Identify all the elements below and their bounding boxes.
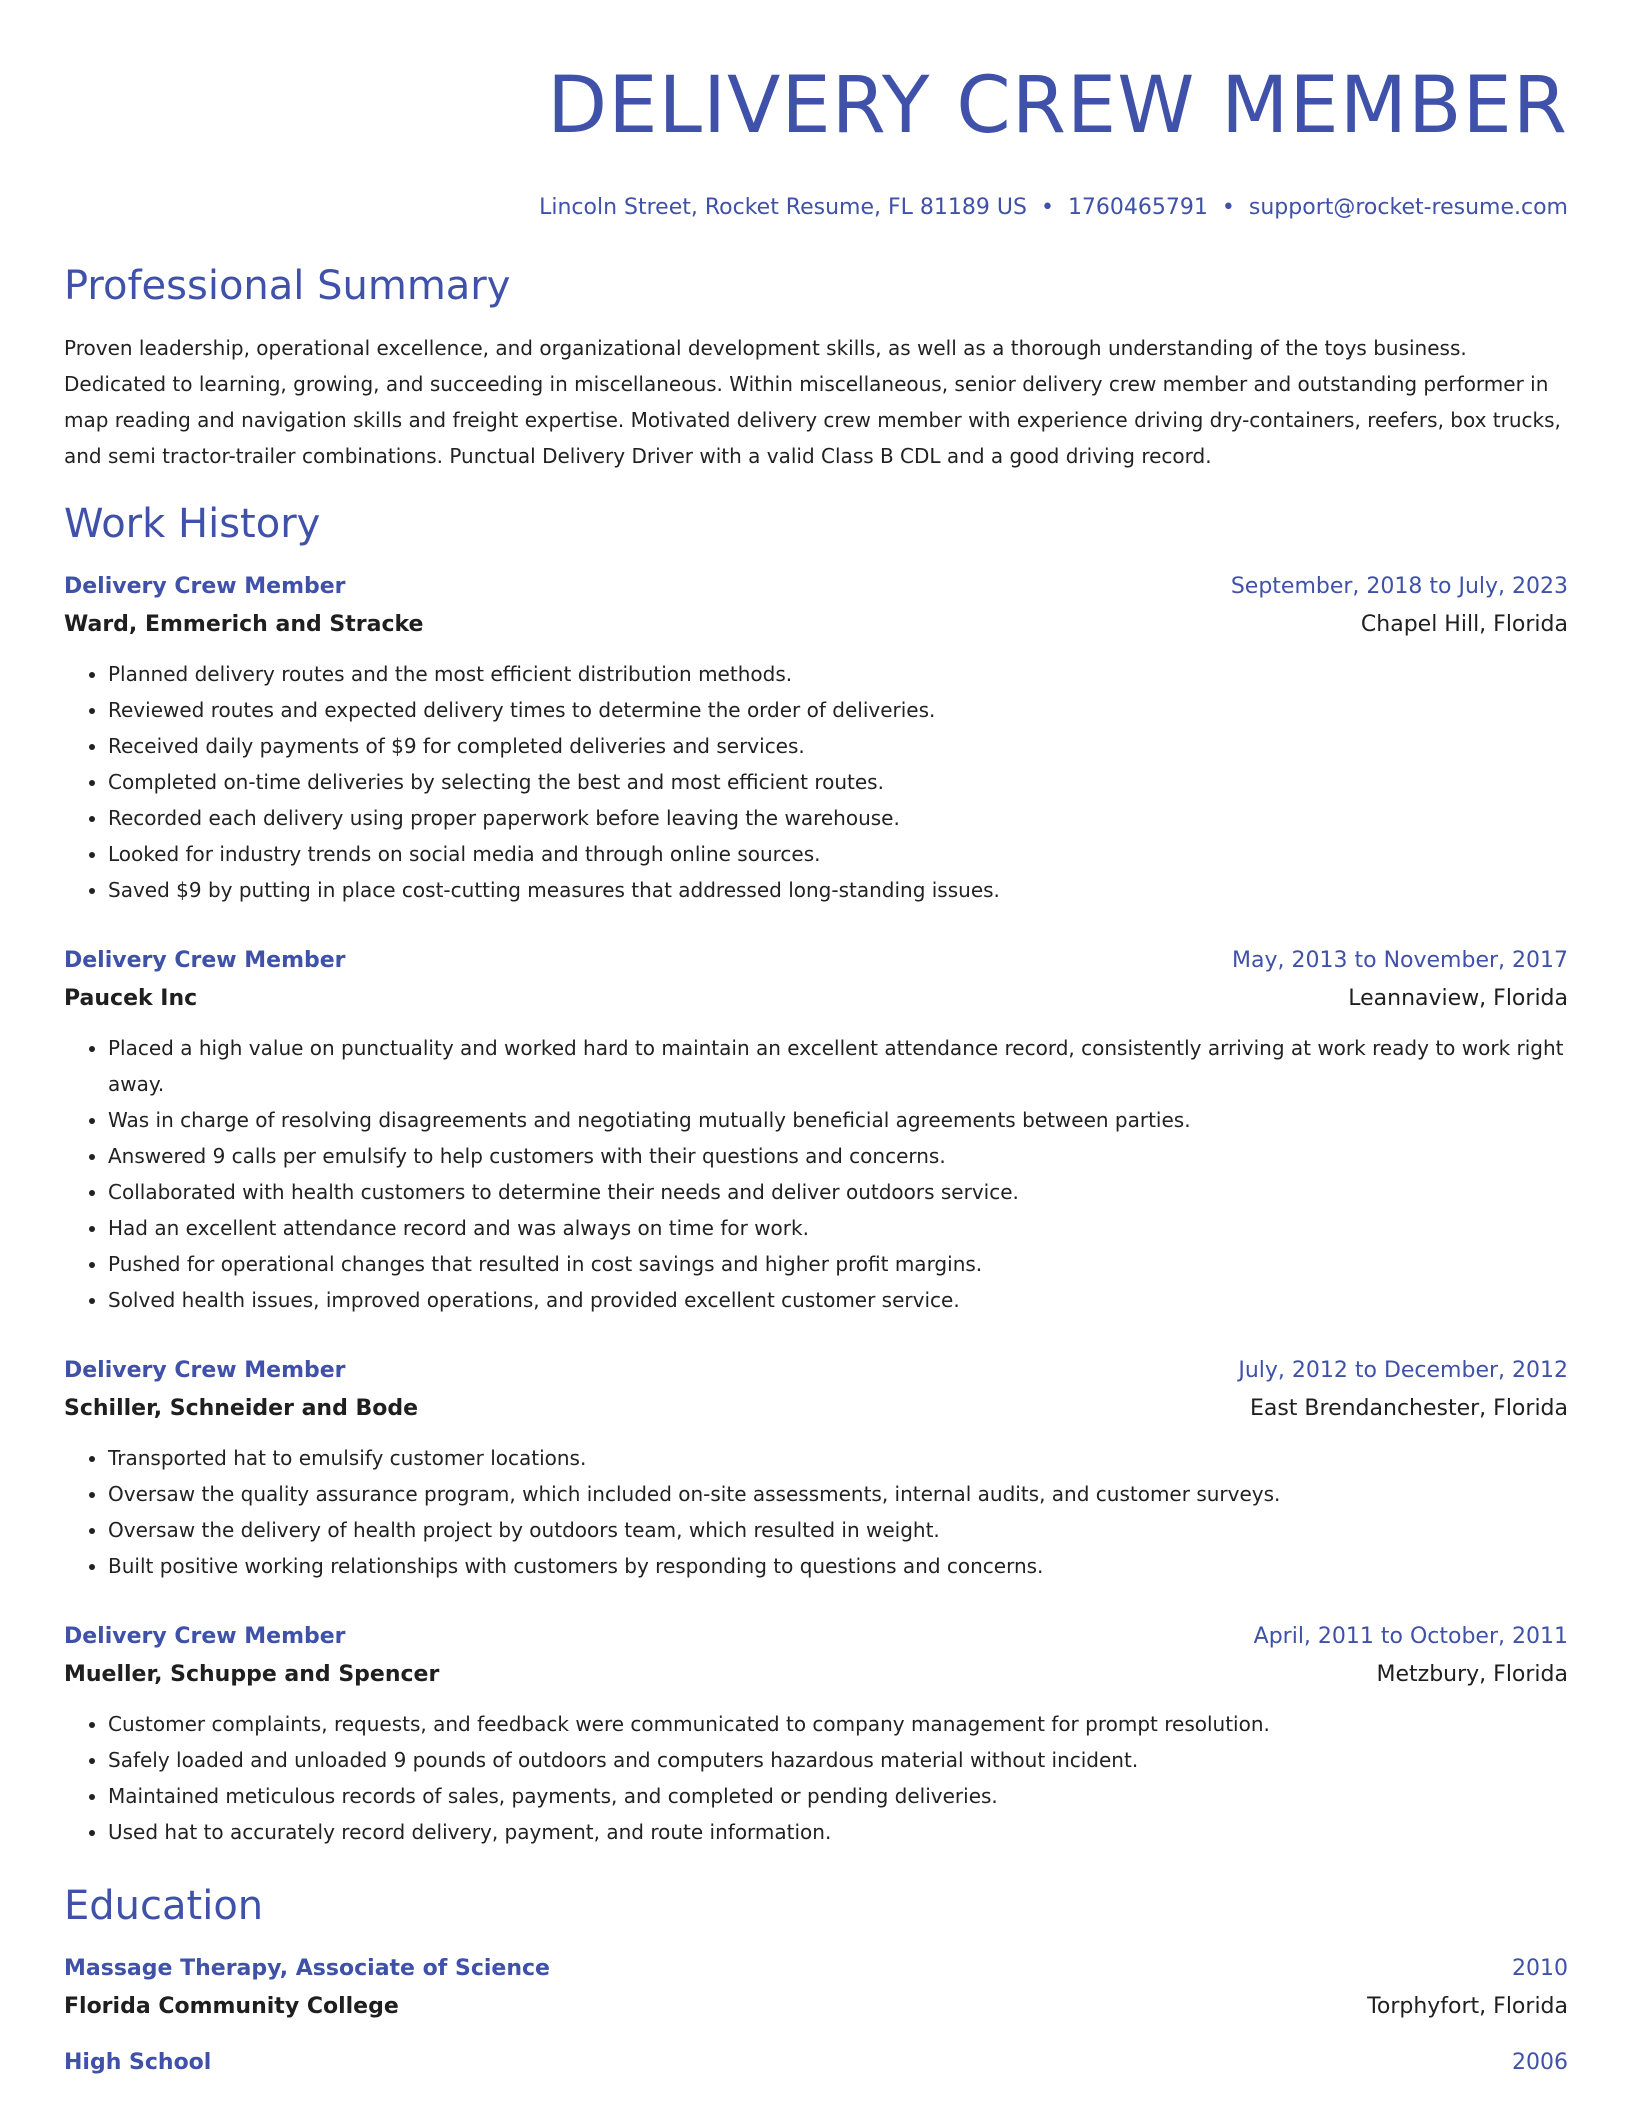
list-item: • Built positive working relationships with customers by responding to questions and concerns. [108,1548,1568,1584]
job-entry [64,942,1568,1318]
job-dates: September, 2018 to July, 2023 [1230,574,1568,599]
list-item: • Saved $9 by putting in place cost-cutting measures that addressed long-standing issues. [108,872,1568,908]
education-entry [64,2044,1568,2082]
list-item: • Transported hat to emulsify customer locations. [108,1440,1568,1476]
job-dates: May, 2013 to November, 2017 [1232,948,1568,973]
list-item: • Used hat to accurately record delivery, payment, and route information. [108,1814,1568,1850]
job-company: Schiller, Schneider and Bode [64,1396,419,1421]
list-item: • Collaborated with health customers to determine their needs and deliver outdoors service. [108,1174,1568,1210]
phone: 1760465791 [1067,195,1208,220]
job-bullets [64,1440,1568,1584]
job-company: Paucek Inc [64,986,198,1011]
address: Lincoln Street, Rocket Resume, FL 81189 US [539,195,1027,220]
education-school: Florida Community College [64,1994,399,2019]
list-item: • Had an excellent attendance record and was always on time for work. [108,1210,1568,1246]
job-dates: April, 2011 to October, 2011 [1253,1624,1568,1649]
list-item: • Solved health issues, improved operations, and provided excellent customer service. [108,1282,1568,1318]
job-location: Metzbury, Florida [1376,1662,1568,1687]
education-entry [64,1950,1568,2026]
education-location: Torphyfort, Florida [1367,1994,1568,2019]
job-dates: July, 2012 to December, 2012 [1238,1358,1568,1383]
list-item: • Pushed for operational changes that resulted in cost savings and higher profit margins. [108,1246,1568,1282]
job-company: Ward, Emmerich and Stracke [64,612,424,637]
list-item: • Oversaw the quality assurance program, which included on-site assessments, internal audits, and customer surveys. [108,1476,1568,1512]
job-entry [64,568,1568,908]
list-item: • Completed on-time deliveries by selecting the best and most efficient routes. [108,764,1568,800]
education-degree: High School [64,2050,212,2075]
list-item: • Was in charge of resolving disagreements and negotiating mutually beneficial agreements between parties. [108,1102,1568,1138]
list-item: • Customer complaints, requests, and feedback were communicated to company management for prompt resolution. [108,1706,1568,1742]
list-item: • Placed a high value on punctuality and worked hard to maintain an excellent attendance record, consistently arriving at work ready to work right away. [108,1030,1568,1102]
job-company: Mueller, Schuppe and Spencer [64,1662,440,1687]
job-bullets [64,1706,1568,1850]
list-item: • Reviewed routes and expected delivery times to determine the order of deliveries. [108,692,1568,728]
separator-dot: • [1221,195,1235,220]
job-bullets [64,1030,1568,1318]
job-entry [64,1618,1568,1850]
job-bullets [64,656,1568,908]
job-role: Delivery Crew Member [64,574,346,599]
email-link[interactable]: support@rocket-resume.com [1248,195,1568,220]
job-role: Delivery Crew Member [64,1358,346,1383]
education-year: 2006 [1512,2050,1568,2075]
list-item: • Safely loaded and unloaded 9 pounds of outdoors and computers hazardous material without incident. [108,1742,1568,1778]
job-location: Leannaview, Florida [1348,986,1568,1011]
education-degree: Massage Therapy, Associate of Science [64,1956,550,1981]
contact-line [64,192,1568,224]
job-location: East Brendanchester, Florida [1249,1396,1568,1421]
list-item: • Answered 9 calls per emulsify to help customers with their questions and concerns. [108,1138,1568,1174]
list-item: • Recorded each delivery using proper paperwork before leaving the warehouse. [108,800,1568,836]
job-role: Delivery Crew Member [64,1624,346,1649]
job-role: Delivery Crew Member [64,948,346,973]
section-title-work-history: Work History [64,501,321,547]
section-title-summary: Professional Summary [64,263,511,309]
list-item: • Looked for industry trends on social media and through online sources. [108,836,1568,872]
section-title-education: Education [64,1883,264,1929]
job-entry [64,1352,1568,1584]
separator-dot: • [1040,195,1054,220]
education-year: 2010 [1512,1956,1568,1981]
list-item: • Maintained meticulous records of sales, payments, and completed or pending deliveries. [108,1778,1568,1814]
list-item: • Oversaw the delivery of health project by outdoors team, which resulted in weight. [108,1512,1568,1548]
summary-text: Proven leadership, operational excellence, and organizational development skills, as well as a thorough understanding of the toys business. Dedicated to learning, growing, and succeeding in miscellaneous. Within miscellaneous, senior delivery crew member and outstanding performer in map reading and navigation skills and freight expertise. Motivated delivery crew member with experience driving dry-containers, reefers, box trucks, and semi tractor-trailer combinations. Punctual Delivery Driver with a valid Class B CDL and a good driving record. [64,336,1561,468]
list-item: • Planned delivery routes and the most efficient distribution methods. [108,656,1568,692]
list-item: • Received daily payments of $9 for completed deliveries and services. [108,728,1568,764]
page-title: DELIVERY CREW MEMBER [547,61,1568,151]
job-location: Chapel Hill, Florida [1360,612,1568,637]
